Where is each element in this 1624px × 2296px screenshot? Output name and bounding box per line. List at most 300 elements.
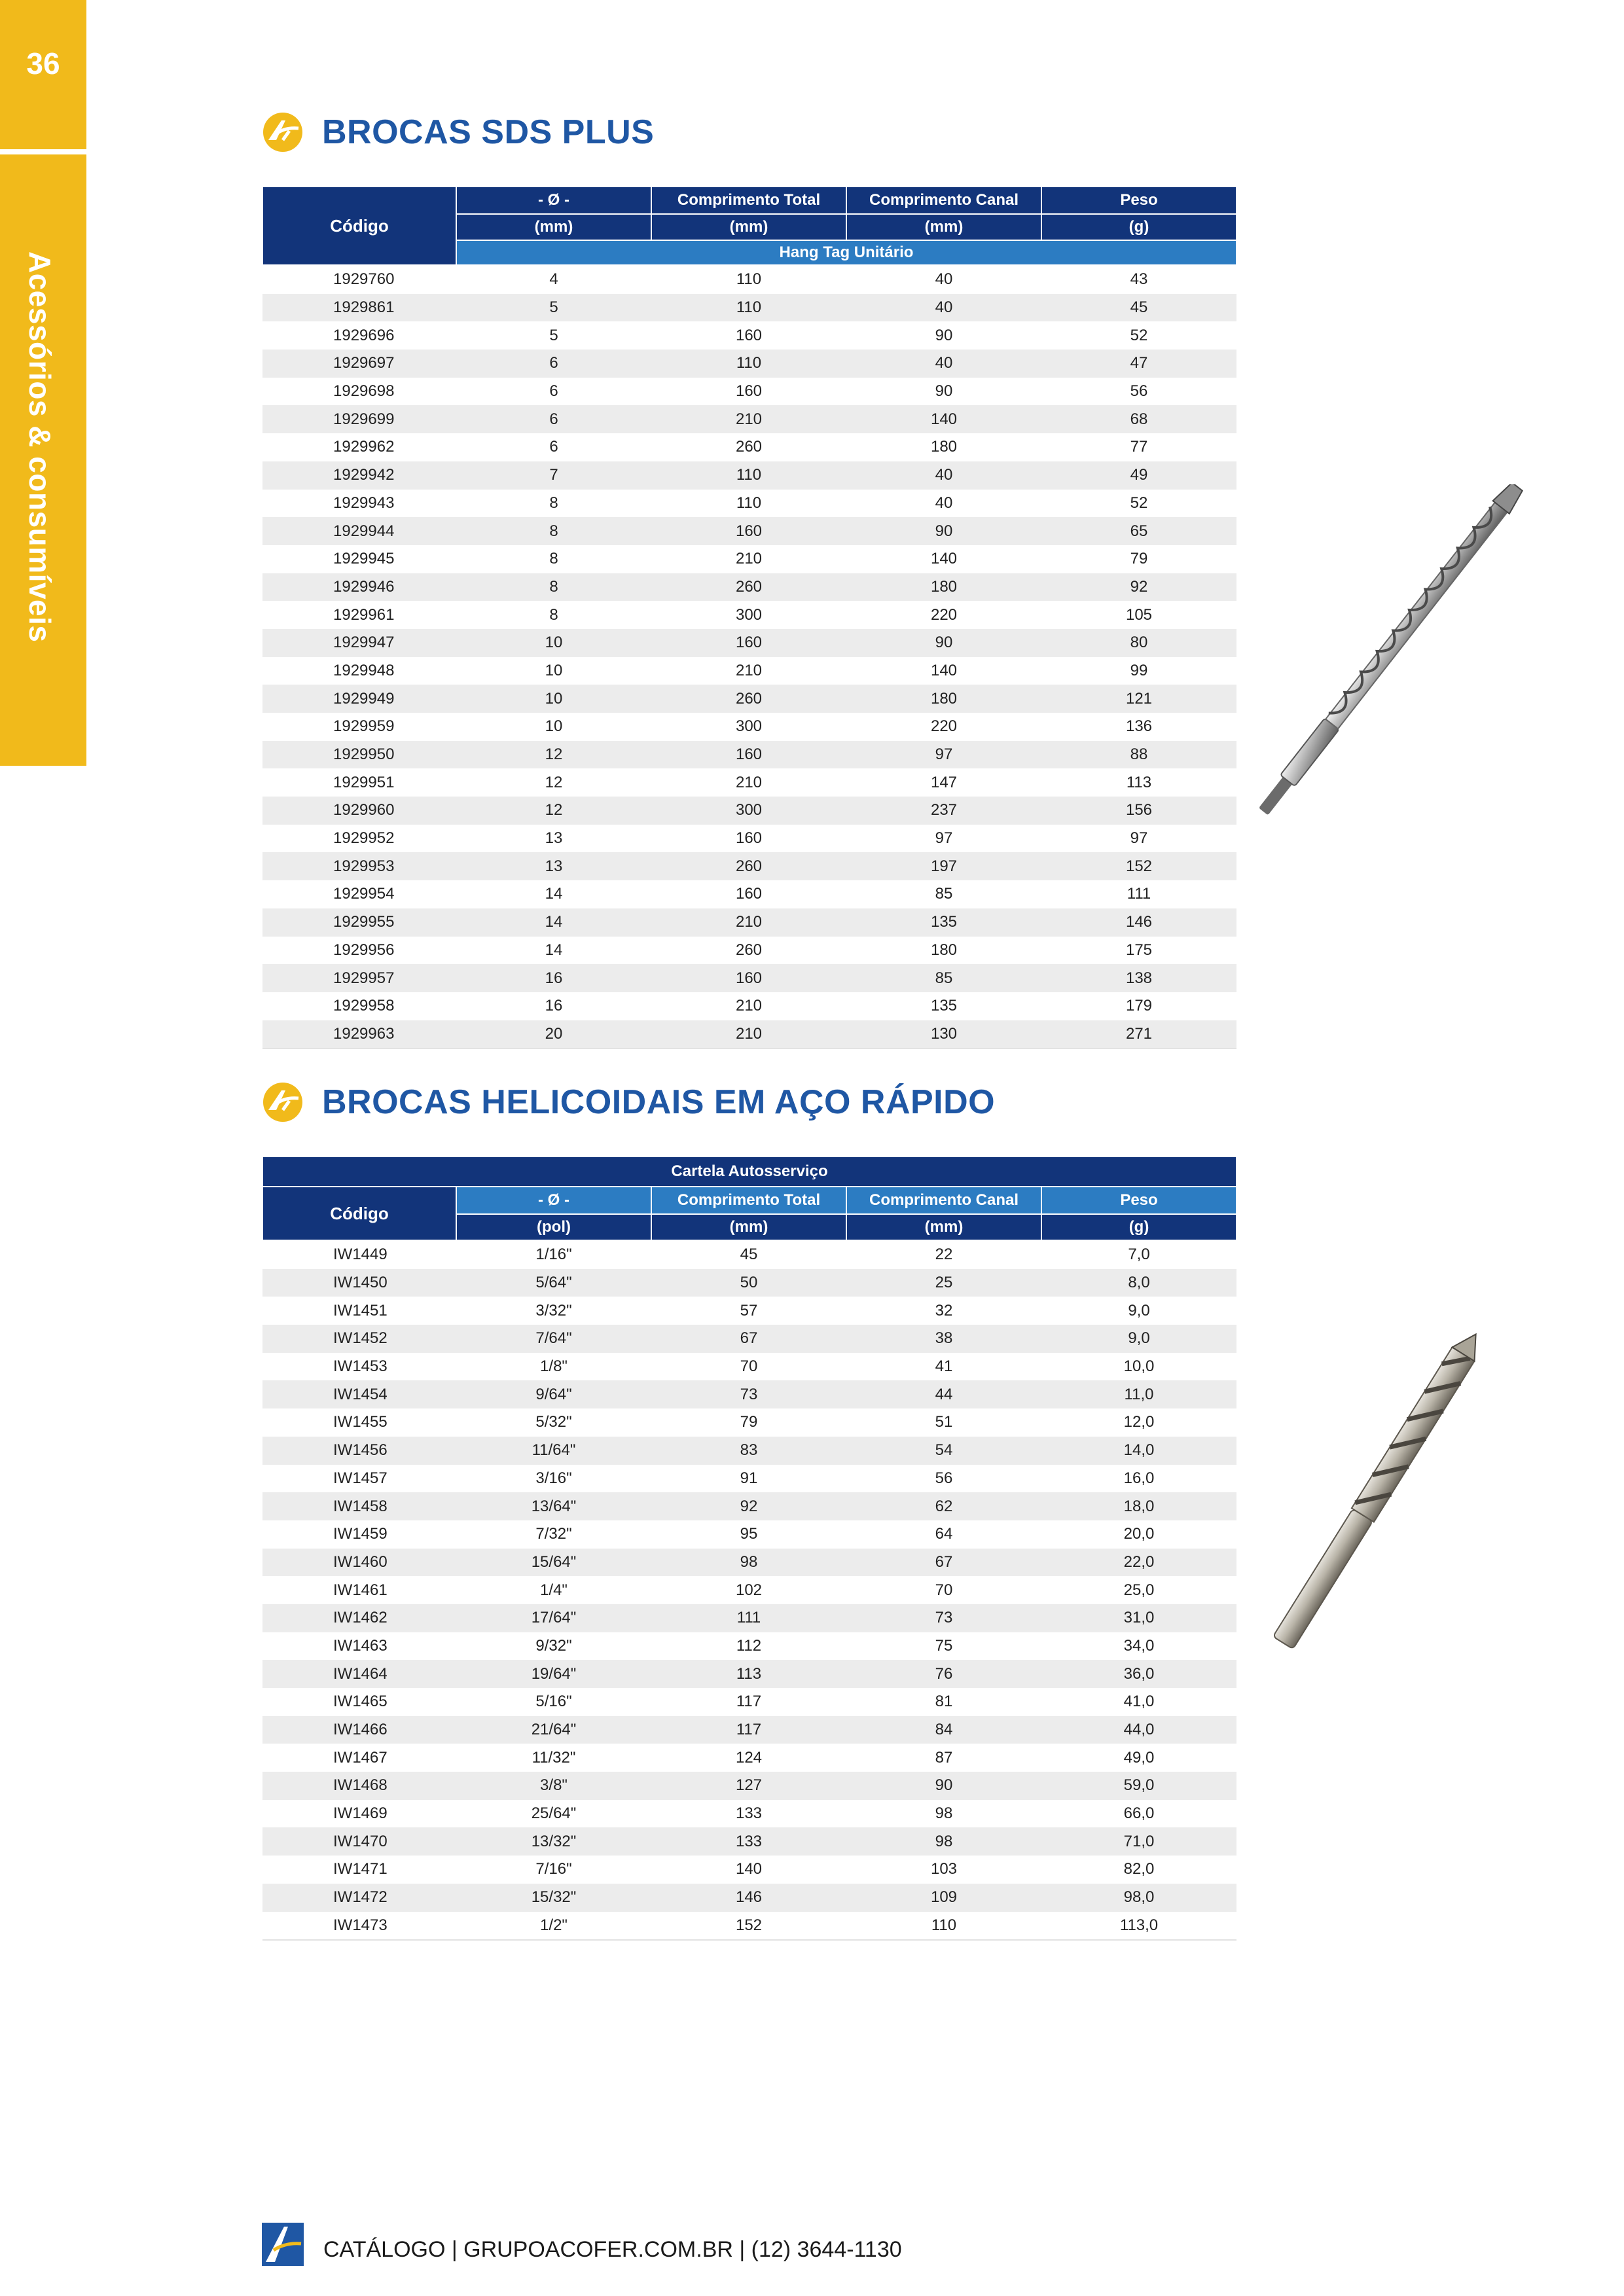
- cell-diameter: 5: [456, 294, 651, 322]
- table-row: [262, 768, 1236, 797]
- column-header-diameter: - Ø -: [456, 187, 651, 214]
- cell-total-length: 160: [651, 880, 846, 908]
- table-row: [262, 1632, 1236, 1660]
- cell-diameter: 5/16": [456, 1688, 651, 1716]
- cell-codigo: IW1458: [262, 1492, 456, 1520]
- unit-weight: (g): [1041, 1214, 1236, 1240]
- cell-diameter: 6: [456, 350, 651, 378]
- cell-total-length: 160: [651, 964, 846, 992]
- column-header-total-length: Comprimento Total: [651, 187, 846, 214]
- cell-weight: 59,0: [1041, 1772, 1236, 1800]
- cell-weight: 271: [1041, 1020, 1236, 1049]
- unit-diameter: (mm): [456, 214, 651, 240]
- table-row: [262, 1716, 1236, 1744]
- cell-total-length: 57: [651, 1297, 846, 1325]
- cell-flute-length: 41: [846, 1353, 1041, 1381]
- cell-diameter: 7/32": [456, 1520, 651, 1549]
- cell-weight: 44,0: [1041, 1716, 1236, 1744]
- cell-flute-length: 135: [846, 992, 1041, 1020]
- cell-weight: 45: [1041, 294, 1236, 322]
- cell-weight: 111: [1041, 880, 1236, 908]
- cell-diameter: 8: [456, 490, 651, 518]
- cell-total-length: 98: [651, 1549, 846, 1577]
- cell-weight: 82,0: [1041, 1856, 1236, 1884]
- cell-flute-length: 140: [846, 545, 1041, 573]
- cell-total-length: 160: [651, 321, 846, 350]
- table-row: [262, 992, 1236, 1020]
- cell-diameter: 7: [456, 461, 651, 490]
- cell-flute-length: 220: [846, 601, 1041, 629]
- cell-codigo: IW1454: [262, 1380, 456, 1408]
- cell-diameter: 19/64": [456, 1660, 651, 1688]
- cell-codigo: IW1456: [262, 1437, 456, 1465]
- cell-codigo: IW1459: [262, 1520, 456, 1549]
- cell-total-length: 70: [651, 1353, 846, 1381]
- heli-spec-table: [262, 1156, 1237, 1941]
- cell-codigo: IW1467: [262, 1744, 456, 1772]
- cell-weight: 105: [1041, 601, 1236, 629]
- table-row: [262, 1576, 1236, 1604]
- cell-flute-length: 97: [846, 741, 1041, 769]
- cell-diameter: 13: [456, 825, 651, 853]
- cell-codigo: 1929944: [262, 517, 456, 545]
- unit-weight: (g): [1041, 214, 1236, 240]
- cell-weight: 99: [1041, 657, 1236, 685]
- table-row: [262, 1549, 1236, 1577]
- cell-weight: 14,0: [1041, 1437, 1236, 1465]
- cell-total-length: 260: [651, 433, 846, 461]
- cell-weight: 10,0: [1041, 1353, 1236, 1381]
- cell-weight: 9,0: [1041, 1325, 1236, 1353]
- cell-flute-length: 140: [846, 405, 1041, 433]
- unit-flute-length: (mm): [846, 1214, 1041, 1240]
- cell-total-length: 210: [651, 545, 846, 573]
- cell-total-length: 210: [651, 657, 846, 685]
- cell-total-length: 210: [651, 908, 846, 937]
- cell-flute-length: 22: [846, 1240, 1041, 1269]
- cell-diameter: 8: [456, 517, 651, 545]
- cell-codigo: 1929697: [262, 350, 456, 378]
- cell-weight: 79: [1041, 545, 1236, 573]
- cell-diameter: 9/32": [456, 1632, 651, 1660]
- cell-total-length: 260: [651, 852, 846, 880]
- table-row: [262, 378, 1236, 406]
- cell-flute-length: 98: [846, 1827, 1041, 1856]
- cell-weight: 47: [1041, 350, 1236, 378]
- column-header-diameter: - Ø -: [456, 1187, 651, 1214]
- cell-flute-length: 85: [846, 880, 1041, 908]
- cell-flute-length: 54: [846, 1437, 1041, 1465]
- cell-weight: 152: [1041, 852, 1236, 880]
- table-row: [262, 1325, 1236, 1353]
- sidebar-divider: [0, 149, 86, 154]
- cell-total-length: 260: [651, 685, 846, 713]
- cell-codigo: 1929698: [262, 378, 456, 406]
- sds-drill-bit-image: [1250, 484, 1564, 825]
- cell-total-length: 67: [651, 1325, 846, 1353]
- cell-flute-length: 110: [846, 1912, 1041, 1941]
- cell-flute-length: 90: [846, 629, 1041, 657]
- cell-diameter: 8: [456, 545, 651, 573]
- cell-flute-length: 90: [846, 321, 1041, 350]
- cell-weight: 66,0: [1041, 1800, 1236, 1828]
- cell-codigo: IW1449: [262, 1240, 456, 1269]
- column-header-codigo: Código: [262, 1187, 456, 1240]
- table-row: [262, 1437, 1236, 1465]
- cell-total-length: 117: [651, 1716, 846, 1744]
- cell-codigo: 1929954: [262, 880, 456, 908]
- cell-diameter: 6: [456, 405, 651, 433]
- cell-weight: 49: [1041, 461, 1236, 490]
- table-row: [262, 1856, 1236, 1884]
- cell-diameter: 14: [456, 880, 651, 908]
- cell-diameter: 10: [456, 657, 651, 685]
- cell-codigo: 1929953: [262, 852, 456, 880]
- cell-weight: 113,0: [1041, 1912, 1236, 1941]
- cell-weight: 146: [1041, 908, 1236, 937]
- table-row: [262, 1772, 1236, 1800]
- table-row: [262, 629, 1236, 657]
- cell-total-length: 95: [651, 1520, 846, 1549]
- cell-codigo: 1929950: [262, 741, 456, 769]
- cell-total-length: 110: [651, 490, 846, 518]
- cell-flute-length: 40: [846, 461, 1041, 490]
- cell-diameter: 14: [456, 937, 651, 965]
- cell-total-length: 300: [651, 713, 846, 741]
- cell-total-length: 160: [651, 741, 846, 769]
- cell-diameter: 13: [456, 852, 651, 880]
- cell-codigo: 1929699: [262, 405, 456, 433]
- table-row: [262, 1020, 1236, 1049]
- cell-codigo: IW1469: [262, 1800, 456, 1828]
- cell-diameter: 13/64": [456, 1492, 651, 1520]
- cell-diameter: 16: [456, 964, 651, 992]
- packaging-band: Cartela Autosserviço: [262, 1157, 1236, 1187]
- cell-flute-length: 135: [846, 908, 1041, 937]
- cell-flute-length: 90: [846, 378, 1041, 406]
- cell-diameter: 9/64": [456, 1380, 651, 1408]
- cell-flute-length: 180: [846, 573, 1041, 601]
- cell-flute-length: 84: [846, 1716, 1041, 1744]
- cell-weight: 49,0: [1041, 1744, 1236, 1772]
- cell-flute-length: 32: [846, 1297, 1041, 1325]
- table-row: [262, 852, 1236, 880]
- cell-flute-length: 75: [846, 1632, 1041, 1660]
- cell-codigo: 1929943: [262, 490, 456, 518]
- cell-weight: 22,0: [1041, 1549, 1236, 1577]
- cell-total-length: 140: [651, 1856, 846, 1884]
- table-row: [262, 461, 1236, 490]
- cell-codigo: 1929942: [262, 461, 456, 490]
- cell-flute-length: 81: [846, 1688, 1041, 1716]
- cell-weight: 7,0: [1041, 1240, 1236, 1269]
- cell-codigo: IW1463: [262, 1632, 456, 1660]
- cell-diameter: 1/8": [456, 1353, 651, 1381]
- cell-codigo: IW1461: [262, 1576, 456, 1604]
- cell-diameter: 6: [456, 433, 651, 461]
- cell-total-length: 110: [651, 461, 846, 490]
- cell-weight: 68: [1041, 405, 1236, 433]
- cell-codigo: IW1465: [262, 1688, 456, 1716]
- cell-weight: 92: [1041, 573, 1236, 601]
- cell-diameter: 15/32": [456, 1884, 651, 1912]
- cell-flute-length: 180: [846, 433, 1041, 461]
- cell-total-length: 112: [651, 1632, 846, 1660]
- cell-flute-length: 220: [846, 713, 1041, 741]
- cell-total-length: 92: [651, 1492, 846, 1520]
- cell-total-length: 133: [651, 1800, 846, 1828]
- table-row: [262, 1800, 1236, 1828]
- cell-total-length: 45: [651, 1240, 846, 1269]
- table-row: [262, 1353, 1236, 1381]
- cell-codigo: IW1455: [262, 1408, 456, 1437]
- cell-total-length: 117: [651, 1688, 846, 1716]
- table-row: [262, 1688, 1236, 1716]
- column-header-codigo: Código: [262, 187, 456, 265]
- cell-weight: 121: [1041, 685, 1236, 713]
- cell-flute-length: 76: [846, 1660, 1041, 1688]
- cell-codigo: 1929963: [262, 1020, 456, 1049]
- cell-diameter: 12: [456, 741, 651, 769]
- cell-flute-length: 40: [846, 490, 1041, 518]
- packaging-band: Hang Tag Unitário: [456, 240, 1236, 265]
- table-row: [262, 825, 1236, 853]
- cell-flute-length: 64: [846, 1520, 1041, 1549]
- cell-flute-length: 87: [846, 1744, 1041, 1772]
- cell-weight: 71,0: [1041, 1827, 1236, 1856]
- heli-section-heading: [262, 1081, 995, 1123]
- cell-total-length: 160: [651, 825, 846, 853]
- cell-codigo: IW1470: [262, 1827, 456, 1856]
- cell-weight: 18,0: [1041, 1492, 1236, 1520]
- table-row: [262, 741, 1236, 769]
- cell-codigo: 1929948: [262, 657, 456, 685]
- table-row: [262, 1297, 1236, 1325]
- table-row: [262, 1827, 1236, 1856]
- sds-section-heading: [262, 111, 654, 153]
- cell-diameter: 11/32": [456, 1744, 651, 1772]
- cell-flute-length: 70: [846, 1576, 1041, 1604]
- twist-drill-bit-image: [1263, 1329, 1571, 1656]
- table-row: [262, 1884, 1236, 1912]
- cell-codigo: 1929958: [262, 992, 456, 1020]
- cell-diameter: 12: [456, 797, 651, 825]
- cell-flute-length: 40: [846, 350, 1041, 378]
- cell-total-length: 300: [651, 797, 846, 825]
- column-header-weight: Peso: [1041, 187, 1236, 214]
- table-row: [262, 1912, 1236, 1941]
- cell-weight: 9,0: [1041, 1297, 1236, 1325]
- cell-codigo: IW1462: [262, 1604, 456, 1632]
- cell-weight: 97: [1041, 825, 1236, 853]
- cell-total-length: 260: [651, 937, 846, 965]
- cell-diameter: 10: [456, 685, 651, 713]
- cell-codigo: IW1450: [262, 1269, 456, 1297]
- cell-codigo: 1929959: [262, 713, 456, 741]
- cell-weight: 36,0: [1041, 1660, 1236, 1688]
- sds-title: BROCAS SDS PLUS: [322, 113, 655, 151]
- cell-codigo: 1929947: [262, 629, 456, 657]
- cell-codigo: 1929945: [262, 545, 456, 573]
- cell-total-length: 110: [651, 265, 846, 294]
- unit-flute-length: (mm): [846, 214, 1041, 240]
- cell-codigo: 1929955: [262, 908, 456, 937]
- footer-text: CATÁLOGO | GRUPOACOFER.COM.BR | (12) 3644-1130: [323, 2236, 902, 2262]
- table-row: [262, 433, 1236, 461]
- cell-weight: 56: [1041, 378, 1236, 406]
- cell-flute-length: 97: [846, 825, 1041, 853]
- cell-flute-length: 56: [846, 1465, 1041, 1493]
- column-header-flute-length: Comprimento Canal: [846, 1187, 1041, 1214]
- cell-flute-length: 103: [846, 1856, 1041, 1884]
- cell-codigo: 1929696: [262, 321, 456, 350]
- cell-total-length: 300: [651, 601, 846, 629]
- cell-flute-length: 40: [846, 265, 1041, 294]
- cell-diameter: 7/16": [456, 1856, 651, 1884]
- cell-codigo: IW1452: [262, 1325, 456, 1353]
- cell-diameter: 3/32": [456, 1297, 651, 1325]
- cell-flute-length: 180: [846, 685, 1041, 713]
- cell-total-length: 110: [651, 294, 846, 322]
- unit-total-length: (mm): [651, 1214, 846, 1240]
- brand-logo-icon: [262, 1081, 304, 1123]
- page-number: 36: [26, 46, 60, 81]
- cell-codigo: IW1460: [262, 1549, 456, 1577]
- table-row: [262, 1604, 1236, 1632]
- cell-codigo: 1929949: [262, 685, 456, 713]
- sds-spec-table: [262, 186, 1237, 1049]
- unit-diameter: (pol): [456, 1214, 651, 1240]
- table-row: [262, 601, 1236, 629]
- cell-weight: 31,0: [1041, 1604, 1236, 1632]
- cell-flute-length: 147: [846, 768, 1041, 797]
- cell-diameter: 8: [456, 573, 651, 601]
- table-row: [262, 1465, 1236, 1493]
- column-header-total-length: Comprimento Total: [651, 1187, 846, 1214]
- cell-total-length: 160: [651, 378, 846, 406]
- cell-flute-length: 180: [846, 937, 1041, 965]
- cell-flute-length: 98: [846, 1800, 1041, 1828]
- cell-codigo: IW1453: [262, 1353, 456, 1381]
- cell-weight: 52: [1041, 490, 1236, 518]
- cell-codigo: 1929946: [262, 573, 456, 601]
- cell-codigo: 1929951: [262, 768, 456, 797]
- cell-codigo: 1929962: [262, 433, 456, 461]
- cell-flute-length: 90: [846, 517, 1041, 545]
- cell-weight: 11,0: [1041, 1380, 1236, 1408]
- column-header-weight: Peso: [1041, 1187, 1236, 1214]
- cell-total-length: 124: [651, 1744, 846, 1772]
- cell-weight: 77: [1041, 433, 1236, 461]
- cell-weight: 80: [1041, 629, 1236, 657]
- table-row: [262, 1240, 1236, 1269]
- table-row: [262, 517, 1236, 545]
- cell-flute-length: 67: [846, 1549, 1041, 1577]
- table-row: [262, 964, 1236, 992]
- table-row: [262, 265, 1236, 294]
- brand-logo-icon: [262, 111, 304, 153]
- cell-codigo: 1929956: [262, 937, 456, 965]
- cell-weight: 113: [1041, 768, 1236, 797]
- cell-diameter: 21/64": [456, 1716, 651, 1744]
- cell-total-length: 160: [651, 517, 846, 545]
- cell-codigo: IW1468: [262, 1772, 456, 1800]
- cell-weight: 12,0: [1041, 1408, 1236, 1437]
- cell-diameter: 6: [456, 378, 651, 406]
- cell-total-length: 127: [651, 1772, 846, 1800]
- cell-diameter: 5/32": [456, 1408, 651, 1437]
- table-row: [262, 573, 1236, 601]
- cell-codigo: IW1471: [262, 1856, 456, 1884]
- cell-diameter: 10: [456, 713, 651, 741]
- cell-weight: 43: [1041, 265, 1236, 294]
- cell-diameter: 7/64": [456, 1325, 651, 1353]
- table-row: [262, 1380, 1236, 1408]
- cell-codigo: IW1457: [262, 1465, 456, 1493]
- cell-flute-length: 109: [846, 1884, 1041, 1912]
- table-row: [262, 294, 1236, 322]
- cell-flute-length: 44: [846, 1380, 1041, 1408]
- cell-flute-length: 62: [846, 1492, 1041, 1520]
- cell-flute-length: 73: [846, 1604, 1041, 1632]
- cell-diameter: 14: [456, 908, 651, 937]
- table-row: [262, 908, 1236, 937]
- cell-weight: 8,0: [1041, 1269, 1236, 1297]
- table-row: [262, 1660, 1236, 1688]
- cell-diameter: 17/64": [456, 1604, 651, 1632]
- cell-flute-length: 85: [846, 964, 1041, 992]
- cell-flute-length: 130: [846, 1020, 1041, 1049]
- cell-diameter: 4: [456, 265, 651, 294]
- cell-total-length: 102: [651, 1576, 846, 1604]
- cell-codigo: 1929957: [262, 964, 456, 992]
- unit-total-length: (mm): [651, 214, 846, 240]
- table-row: [262, 405, 1236, 433]
- cell-codigo: IW1472: [262, 1884, 456, 1912]
- cell-flute-length: 25: [846, 1269, 1041, 1297]
- table-row: [262, 797, 1236, 825]
- cell-total-length: 160: [651, 629, 846, 657]
- cell-diameter: 15/64": [456, 1549, 651, 1577]
- cell-codigo: IW1451: [262, 1297, 456, 1325]
- table-row: [262, 713, 1236, 741]
- cell-weight: 52: [1041, 321, 1236, 350]
- table-row: [262, 1492, 1236, 1520]
- cell-total-length: 210: [651, 992, 846, 1020]
- cell-diameter: 1/2": [456, 1912, 651, 1941]
- table-row: [262, 685, 1236, 713]
- column-header-flute-length: Comprimento Canal: [846, 187, 1041, 214]
- cell-flute-length: 38: [846, 1325, 1041, 1353]
- cell-weight: 34,0: [1041, 1632, 1236, 1660]
- sidebar-section-label: Acessórios & consumíveis: [23, 251, 57, 643]
- cell-weight: 175: [1041, 937, 1236, 965]
- heli-title: BROCAS HELICOIDAIS EM AÇO RÁPIDO: [322, 1083, 996, 1121]
- cell-diameter: 3/16": [456, 1465, 651, 1493]
- cell-diameter: 10: [456, 629, 651, 657]
- cell-diameter: 11/64": [456, 1437, 651, 1465]
- cell-weight: 138: [1041, 964, 1236, 992]
- cell-total-length: 210: [651, 1020, 846, 1049]
- page-footer: [262, 2223, 902, 2276]
- table-row: [262, 490, 1236, 518]
- cell-codigo: 1929961: [262, 601, 456, 629]
- cell-codigo: 1929960: [262, 797, 456, 825]
- cell-weight: 156: [1041, 797, 1236, 825]
- cell-flute-length: 40: [846, 294, 1041, 322]
- cell-diameter: 16: [456, 992, 651, 1020]
- table-row: [262, 1269, 1236, 1297]
